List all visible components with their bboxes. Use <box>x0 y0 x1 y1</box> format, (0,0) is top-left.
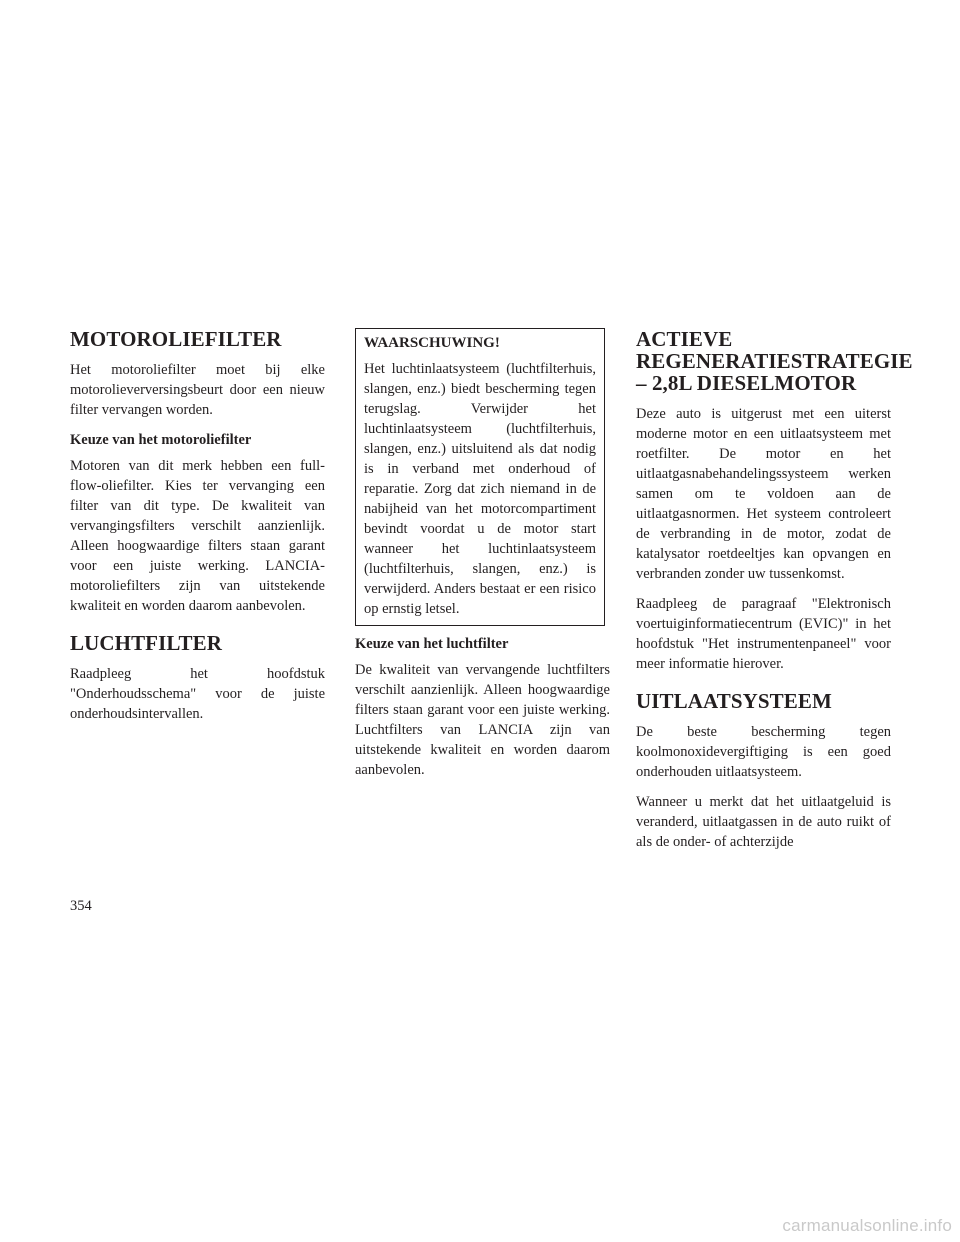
page-number: 354 <box>70 898 92 914</box>
paragraph-air-filter-intro: Raadpleeg het hoofdstuk "Onderhoudsschema" voor de juiste onderhoudsintervallen. <box>70 666 325 722</box>
warning-title: WAARSCHUWING! <box>364 335 500 351</box>
column-right <box>636 327 913 862</box>
subheading-air-filter-choice: Keuze van het luchtfilter <box>355 636 509 652</box>
paragraph-oil-filter-intro: Het motoroliefilter moet bij elke motorolieverversingsbeurt door een nieuw filter vervangen worden. <box>70 362 325 418</box>
heading-uitlaatsysteem: UITLAATSYSTEEM <box>636 689 832 713</box>
watermark: carmanualsonline.info <box>782 1216 952 1235</box>
warning-text: Het luchtinlaatsysteem (luchtfilterhuis, slangen, enz.) biedt bescherming tegen terugslag. Verwijder het luchtinlaatsysteem (luchtfilterhuis, slangen, enz.) uitsluitend als dat nodig is in verband met onderhoud of reparatie. Zorg dat zich niemand in de nabijheid van het motorcompartiment bevindt voordat u de motor start wanneer het luchtinlaatsysteem (luchtfilterhuis, slangen, enz.) is verwijderd. Anders bestaat er een risico op ernstig letsel. <box>364 361 596 617</box>
heading-luchtfilter: LUCHTFILTER <box>70 631 223 655</box>
warning-box <box>355 328 605 626</box>
column-middle <box>355 328 610 790</box>
heading-motoroliefilter: MOTOROLIEFILTER <box>70 327 282 351</box>
subheading-oil-filter-choice: Keuze van het motoroliefilter <box>70 432 252 448</box>
heading-regeneration-line2: REGENERATIESTRATEGIE <box>636 349 913 373</box>
paragraph-regeneration-2: Raadpleeg de paragraaf "Elektronisch voertuiginformatiecentrum (EVIC)" in het hoofdstuk "Het instrumentenpaneel" voor meer informatie hierover. <box>636 596 891 672</box>
paragraph-air-filter-choice: De kwaliteit van vervangende luchtfilters verschilt aanzienlijk. Alleen hoogwaardige filters staan garant voor een juiste werking. Luchtfilters van LANCIA zijn van uitstekende kwaliteit en worden daarom aanbevolen. <box>355 662 610 778</box>
heading-regeneration-strategy <box>636 327 913 395</box>
heading-regeneration-line1: ACTIEVE <box>636 327 733 351</box>
paragraph-exhaust-2: Wanneer u merkt dat het uitlaatgeluid is veranderd, uitlaatgassen in de auto ruikt of als de onder- of achterzijde <box>636 794 891 850</box>
heading-regeneration-line3: – 2,8L DIESELMOTOR <box>636 371 857 395</box>
paragraph-oil-filter-choice: Motoren van dit merk hebben een full-flow-oliefilter. Kies ter vervanging een filter van dit type. De kwaliteit van vervangingsfilters verschilt aanzienlijk. Alleen hoogwaardige filters staan garant voor een juiste werking. LANCIA-motoroliefilters zijn van uitstekende kwaliteit en worden daarom aanbevolen. <box>70 458 325 614</box>
column-left <box>70 328 325 734</box>
paragraph-regeneration-1: Deze auto is uitgerust met een uiterst moderne motor en een uitlaatsysteem met roetfilter. De motor en het uitlaatgasnabehandelingssysteem werken samen om te voldoen aan de uitlaatgasnormen. Het systeem controleert de verbranding in de motor, zodat de katalysator roetdeeltjes kan opvangen en verbranden zonder uw tussenkomst. <box>636 406 891 582</box>
paragraph-exhaust-1: De beste bescherming tegen koolmonoxidevergiftiging is een goed onderhouden uitlaatsysteem. <box>636 724 891 780</box>
